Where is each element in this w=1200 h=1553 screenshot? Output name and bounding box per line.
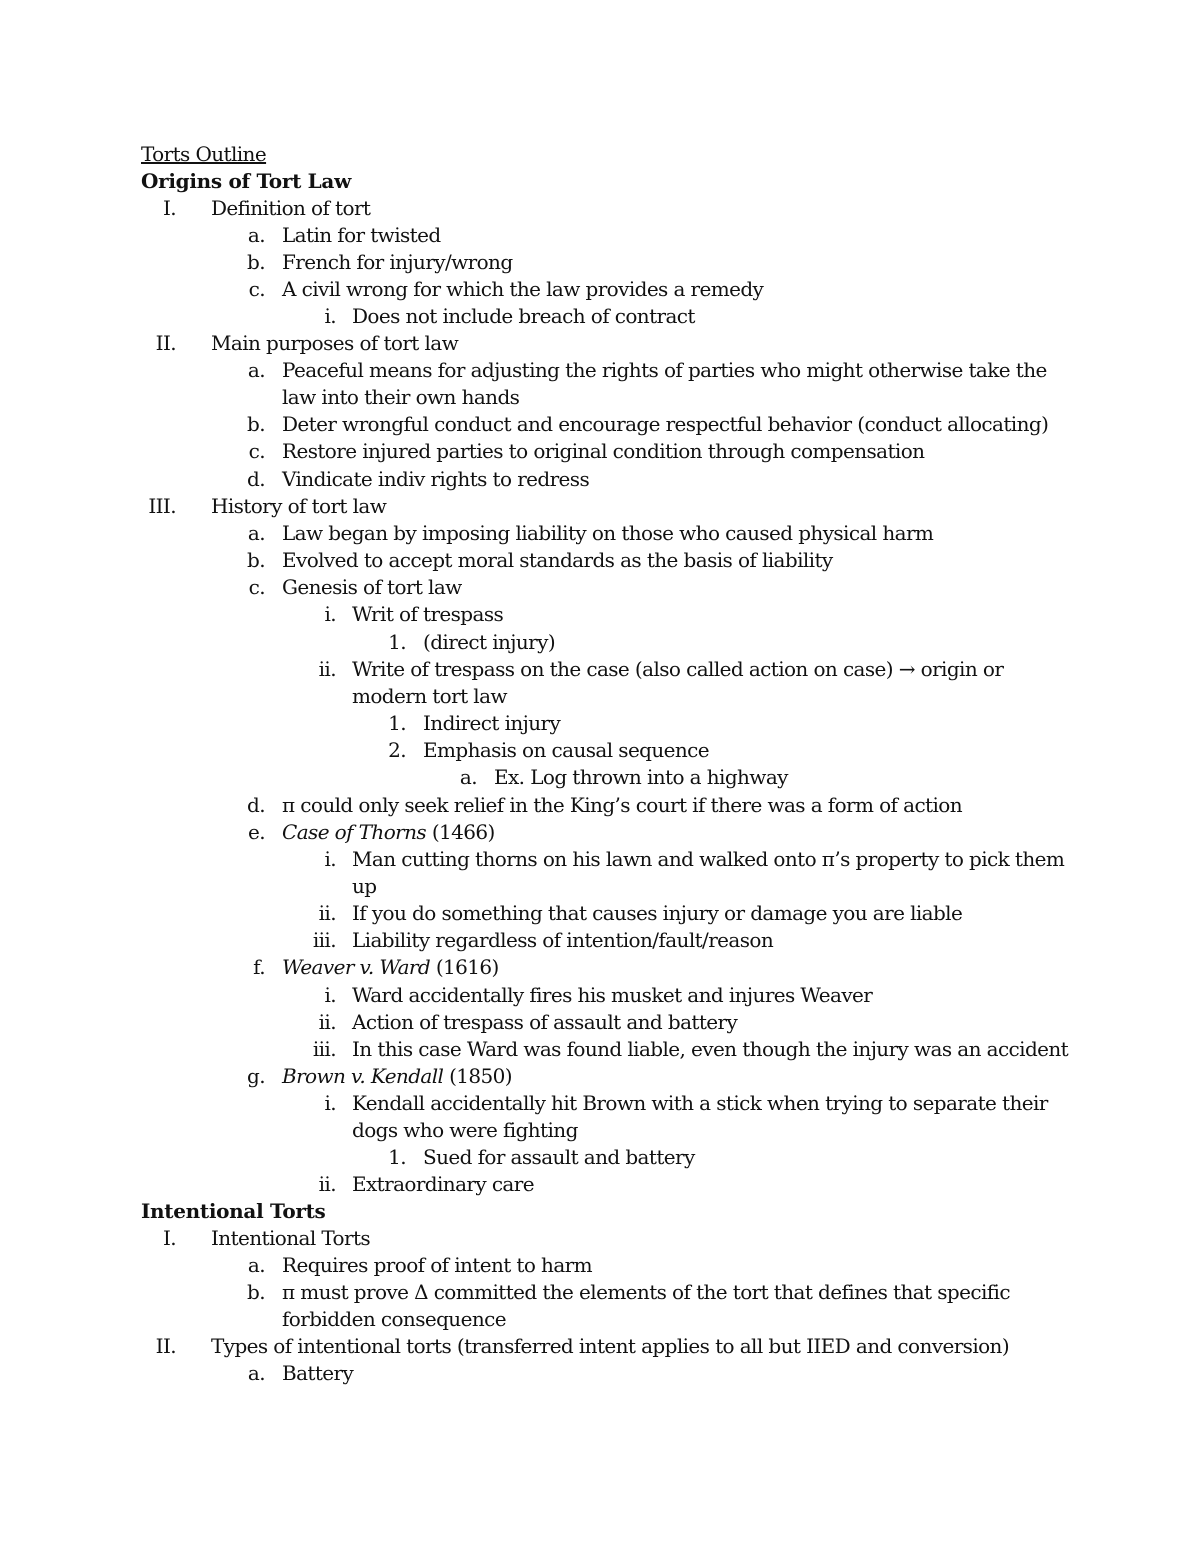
list-item: Deter wrongful conduct and encourage respectful behavior (conduct allocating) [282, 412, 1049, 436]
list-marker: i. [324, 847, 336, 871]
document-title: Torts Outline [141, 142, 267, 166]
case-year: (1466) [426, 820, 495, 844]
list-marker: iii. [312, 1037, 336, 1061]
list-marker: a. [247, 521, 265, 545]
list-item [282, 819, 495, 846]
list-item: French for injury/wrong [282, 250, 513, 274]
list-marker: ii. [318, 1010, 336, 1034]
list-item-continuation: modern tort law [352, 684, 507, 708]
list-marker: c. [248, 277, 265, 301]
list-marker: i. [324, 304, 336, 328]
list-item: Extraordinary care [352, 1172, 534, 1196]
list-item: Kendall accidentally hit Brown with a stick when trying to separate their [352, 1091, 1048, 1115]
list-marker: a. [459, 765, 477, 789]
list-item [282, 954, 499, 981]
case-year: (1850) [443, 1064, 513, 1088]
case-year: (1616) [430, 955, 499, 979]
case-name: Case of Thorns [282, 820, 427, 844]
list-item: Types of intentional torts (transferred intent applies to all but IIED and conversion) [211, 1334, 1010, 1358]
list-item: Restore injured parties to original condition through compensation [282, 439, 925, 463]
list-item: (direct injury) [423, 630, 556, 654]
list-item: π must prove Δ committed the elements of the tort that defines that specific [282, 1280, 1010, 1304]
list-marker: i. [324, 983, 336, 1007]
list-marker: 1. [388, 630, 406, 654]
list-marker: 1. [388, 711, 406, 735]
list-marker: d. [247, 467, 265, 491]
list-item: Indirect injury [423, 711, 561, 735]
list-marker: ii. [318, 1172, 336, 1196]
list-marker: f. [253, 955, 265, 979]
list-item: A civil wrong for which the law provides a remedy [282, 277, 764, 301]
list-item: Ex. Log thrown into a highway [494, 765, 788, 789]
list-item: Requires proof of intent to harm [282, 1253, 592, 1277]
list-marker: a. [247, 358, 265, 382]
list-marker: 2. [388, 738, 406, 762]
list-item [282, 1063, 512, 1090]
list-item: Vindicate indiv rights to redress [282, 467, 590, 491]
list-marker: c. [248, 575, 265, 599]
list-item: Main purposes of tort law [211, 331, 459, 355]
list-marker: b. [247, 412, 265, 436]
list-marker: g. [247, 1064, 265, 1088]
list-item: Man cutting thorns on his lawn and walked onto π’s property to pick them [352, 847, 1065, 871]
list-item: Does not include breach of contract [352, 304, 695, 328]
section-heading-origins: Origins of Tort Law [141, 169, 352, 193]
list-item: If you do something that causes injury or damage you are liable [352, 901, 963, 925]
list-item-continuation: forbidden consequence [282, 1307, 506, 1331]
list-marker: III. [148, 494, 176, 518]
list-marker: e. [248, 820, 265, 844]
list-marker: i. [324, 1091, 336, 1115]
list-marker: II. [155, 331, 176, 355]
list-item: Definition of tort [211, 196, 371, 220]
list-marker: b. [247, 250, 265, 274]
list-marker: a. [247, 1361, 265, 1385]
list-item: Ward accidentally fires his musket and injures Weaver [352, 983, 873, 1007]
list-item: Intentional Torts [211, 1226, 371, 1250]
list-item: Sued for assault and battery [423, 1145, 695, 1169]
list-marker: a. [247, 1253, 265, 1277]
list-marker: i. [324, 602, 336, 626]
list-marker: b. [247, 1280, 265, 1304]
case-name: Weaver v. Ward [282, 955, 431, 979]
list-marker: I. [162, 196, 176, 220]
list-marker: c. [248, 439, 265, 463]
list-marker: iii. [312, 928, 336, 952]
list-item: π could only seek relief in the King’s court if there was a form of action [282, 793, 962, 817]
list-marker: b. [247, 548, 265, 572]
list-item: Writ of trespass [352, 602, 504, 626]
list-marker: a. [247, 223, 265, 247]
list-marker: ii. [318, 657, 336, 681]
list-marker: 1. [388, 1145, 406, 1169]
section-heading-intentional-torts: Intentional Torts [141, 1199, 326, 1223]
list-item-continuation: law into their own hands [282, 385, 520, 409]
list-item: Latin for twisted [282, 223, 441, 247]
list-marker: II. [155, 1334, 176, 1358]
list-item: Emphasis on causal sequence [423, 738, 710, 762]
list-item: Law began by imposing liability on those who caused physical harm [282, 521, 934, 545]
list-item: Write of trespass on the case (also called action on case) → origin or [352, 657, 1004, 681]
list-item-continuation: up [352, 874, 377, 898]
list-item: Genesis of tort law [282, 575, 462, 599]
list-item: Action of trespass of assault and battery [352, 1010, 738, 1034]
list-item: Evolved to accept moral standards as the basis of liability [282, 548, 833, 572]
list-item-continuation: dogs who were fighting [352, 1118, 578, 1142]
list-marker: d. [247, 793, 265, 817]
list-item: Battery [282, 1361, 354, 1385]
list-item: In this case Ward was found liable, even though the injury was an accident [352, 1037, 1069, 1061]
list-marker: I. [162, 1226, 176, 1250]
list-item: History of tort law [211, 494, 387, 518]
list-item: Peaceful means for adjusting the rights of parties who might otherwise take the [282, 358, 1047, 382]
case-name: Brown v. Kendall [282, 1064, 444, 1088]
list-item: Liability regardless of intention/fault/reason [352, 928, 774, 952]
list-marker: ii. [318, 901, 336, 925]
